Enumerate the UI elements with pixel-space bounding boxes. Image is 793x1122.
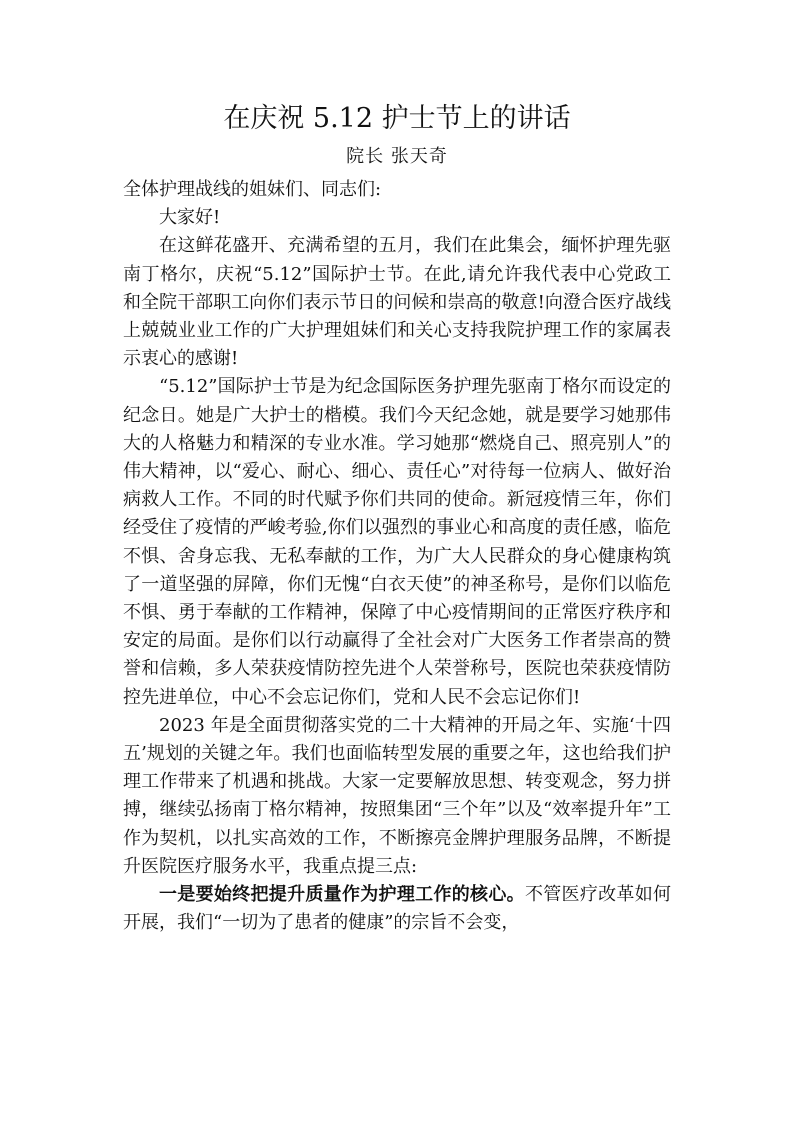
paragraph: “5.12”国际护士节是为纪念国际医务护理先驱南丁格尔而设定的纪念日。她是广大护士的楷模。我们今天纪念她，就是要学习她那伟大的人格魅力和精深的专业水准。学习她那“燃烧自己、照亮别人”的伟大精神，以“爱心、耐心、细心、责任心”对待每一位病人、做好治病救人工作。不同的时代赋予你们共同的使命。新冠疫情三年，你们经受住了疫情的严峻考验,你们以强烈的事业心和高度的责任感，临危不惧、舍身忘我、无私奉献的工作，为广大人民群众的身心健康构筑了一道坚强的屏障，你们无愧“白衣天使”的神圣称号，是你们以临危不惧、勇于奉献的工作精神，保障了中心疫情期间的正常医疗秩序和安定的局面。是你们以行动赢得了全社会对广大医务工作者崇高的赞誉和信赖，多人荣获疫情防控先进个人荣誉称号，医院也荣获疫情防控先进单位，中心不会忘记你们，党和人民不会忘记你们!: [123, 376, 671, 708]
paragraph: 在这鲜花盛开、充满希望的五月，我们在此集会，缅怀护理先驱南丁格尔，庆祝“5.12”国际护士节。在此,请允许我代表中心党政工和全院干部职工向你们表示节日的问候和崇高的敬意!向澄合医疗战线上兢兢业业工作的广大护理姐妹们和关心支持我院护理工作的家属表示衷心的感谢!: [123, 235, 671, 370]
document-body: [123, 176, 671, 937]
paragraph: 2023 年是全面贯彻落实党的二十大精神的开局之年、实施‘十四五’规划的关键之年。我们也面临转型发展的重要之年，这也给我们护理工作带来了机遇和挑战。大家一定要解放思想、转变观念，努力拼搏，继续弘扬南丁格尔精神，按照集团“三个年”以及“效率提升年”工作为契机，以扎实高效的工作，不断擦亮金牌护理服务品牌，不断提升医院医疗服务水平，我重点提三点:: [123, 714, 671, 877]
point-one-paragraph: [123, 881, 671, 937]
salutation: 全体护理战线的姐妹们、同志们:: [123, 179, 382, 200]
point-one-text: 不管医疗改革如何开展，我们“一切为了患者的健康”的宗旨不会变，: [123, 884, 672, 934]
greeting: 大家好!: [159, 207, 221, 229]
document-page: [123, 96, 671, 937]
point-one-heading: 一是要始终把提升质量作为护理工作的核心。: [159, 884, 525, 906]
document-author: 院长 张天奇: [346, 146, 448, 167]
document-title: 在庆祝 5.12 护士节上的讲话: [223, 103, 571, 134]
